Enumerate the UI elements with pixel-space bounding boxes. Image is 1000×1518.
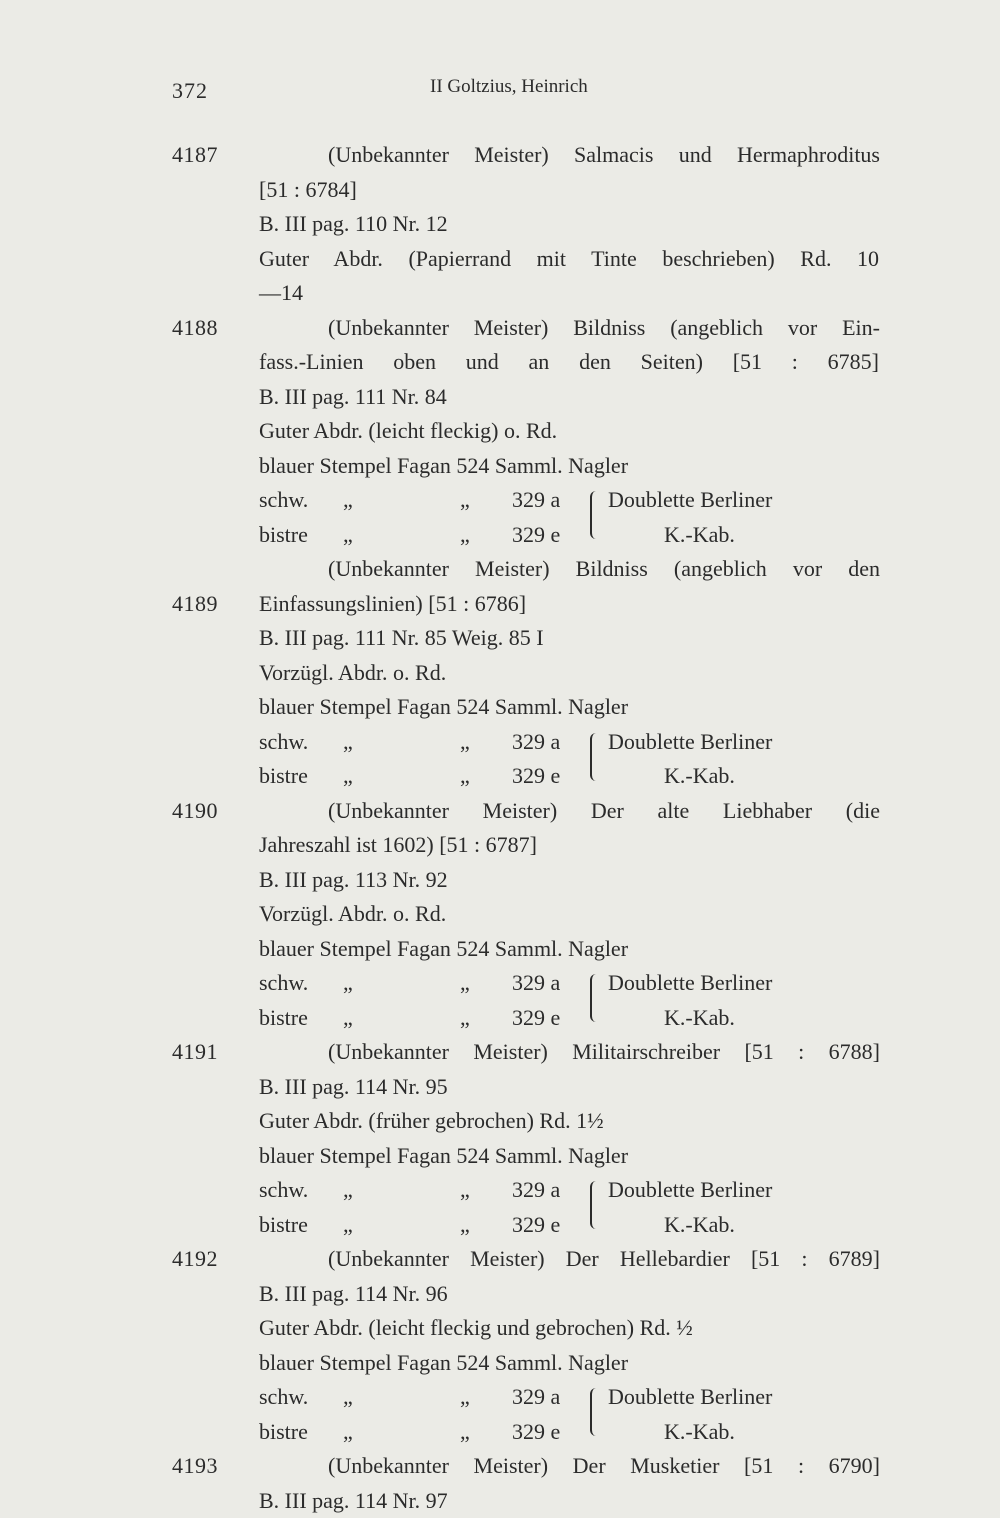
stamp-note: Doublette Berliner — [608, 1173, 772, 1208]
stamp-line: blauer Stempel Fagan 524 Samml. Nagler — [259, 449, 628, 484]
entry-line: [51 : 6784] — [259, 173, 357, 208]
entry-number: 4192 — [172, 1242, 218, 1277]
stamp-block — [0, 966, 1000, 1035]
entry-title-line: (Unbekannter Meister) Der Hellebardier [51 : 6789] — [328, 1242, 880, 1277]
catalog-entry — [0, 1035, 1000, 1242]
ditto-mark: „ — [460, 483, 470, 518]
ditto-mark: „ — [343, 483, 353, 518]
entry-line: Guter Abdr. (Papierrand mit Tinte beschrieben) Rd. 10 — [259, 242, 879, 277]
brace — [590, 733, 598, 781]
ditto-mark: „ — [460, 1380, 470, 1415]
entry-line: Guter Abdr. (früher gebrochen) Rd. 1½ — [259, 1104, 604, 1139]
stamp-note: K.-Kab. — [664, 1001, 735, 1036]
stamp-label: bistre — [259, 518, 308, 553]
entry-number: 4188 — [172, 311, 218, 346]
stamp-label: schw. — [259, 725, 308, 760]
stamp-number: 329 a — [512, 966, 560, 1001]
entry-line: Vorzügl. Abdr. o. Rd. — [259, 656, 446, 691]
stamp-note: Doublette Berliner — [608, 483, 772, 518]
stamp-note: Doublette Berliner — [608, 725, 772, 760]
stamp-number: 329 a — [512, 483, 560, 518]
ditto-mark: „ — [460, 966, 470, 1001]
stamp-number: 329 a — [512, 1173, 560, 1208]
stamp-number: 329 e — [512, 1001, 560, 1036]
ditto-mark: „ — [460, 759, 470, 794]
ditto-mark: „ — [460, 518, 470, 553]
stamp-label: schw. — [259, 1173, 308, 1208]
entry-title-line: (Unbekannter Meister) Militairschreiber [51 : 6788] — [328, 1035, 880, 1070]
entry-line: B. III pag. 110 Nr. 12 — [259, 207, 448, 242]
entry-title-line: (Unbekannter Meister) Der Musketier [51 : 6790] — [328, 1449, 880, 1484]
brace — [590, 1181, 598, 1229]
ditto-mark: „ — [343, 1001, 353, 1036]
entry-line: B. III pag. 111 Nr. 85 Weig. 85 I — [259, 621, 544, 656]
catalog-entry — [0, 1242, 1000, 1449]
entry-line: Guter Abdr. (leicht fleckig) o. Rd. — [259, 414, 557, 449]
stamp-block — [0, 1380, 1000, 1449]
catalog-body — [0, 138, 1000, 1518]
entry-line: —14 — [259, 276, 303, 311]
ditto-mark: „ — [343, 518, 353, 553]
entry-line: B. III pag. 114 Nr. 95 — [259, 1070, 448, 1105]
entry-line: B. III pag. 114 Nr. 96 — [259, 1277, 448, 1312]
catalog-entry — [0, 794, 1000, 1036]
ditto-mark: „ — [460, 1415, 470, 1450]
stamp-number: 329 a — [512, 1380, 560, 1415]
stamp-note: K.-Kab. — [664, 1415, 735, 1450]
ditto-mark: „ — [343, 1208, 353, 1243]
entry-title-line: (Unbekannter Meister) Der alte Liebhaber (die — [328, 794, 880, 829]
entry-line: B. III pag. 114 Nr. 97 — [259, 1484, 448, 1518]
stamp-label: bistre — [259, 1001, 308, 1036]
catalog-entry — [0, 1449, 1000, 1518]
ditto-mark: „ — [460, 725, 470, 760]
page-number: 372 — [172, 78, 208, 104]
page-header — [0, 74, 1000, 104]
stamp-line: blauer Stempel Fagan 524 Samml. Nagler — [259, 932, 628, 967]
stamp-number: 329 a — [512, 725, 560, 760]
brace — [590, 974, 598, 1022]
entry-number: 4187 — [172, 138, 218, 173]
entry-line: Vorzügl. Abdr. o. Rd. — [259, 897, 446, 932]
stamp-block — [0, 1173, 1000, 1242]
ditto-mark: „ — [460, 1001, 470, 1036]
stamp-line: blauer Stempel Fagan 524 Samml. Nagler — [259, 1139, 628, 1174]
brace — [590, 1388, 598, 1436]
stamp-note: K.-Kab. — [664, 1208, 735, 1243]
entry-title-line: (Unbekannter Meister) Bildniss (angeblich vor den — [328, 552, 880, 587]
entry-line: Jahreszahl ist 1602) [51 : 6787] — [259, 828, 537, 863]
stamp-label: bistre — [259, 759, 308, 794]
stamp-number: 329 e — [512, 518, 560, 553]
ditto-mark: „ — [343, 1173, 353, 1208]
running-title: II Goltzius, Heinrich — [430, 76, 588, 98]
stamp-note: K.-Kab. — [664, 518, 735, 553]
entry-line: B. III pag. 113 Nr. 92 — [259, 863, 448, 898]
ditto-mark: „ — [460, 1208, 470, 1243]
entry-line: Einfassungslinien) [51 : 6786] — [259, 587, 526, 622]
stamp-note: K.-Kab. — [664, 759, 735, 794]
entry-line: Guter Abdr. (leicht fleckig und gebrochen) Rd. ½ — [259, 1311, 693, 1346]
stamp-block — [0, 483, 1000, 552]
ditto-mark: „ — [343, 725, 353, 760]
ditto-mark: „ — [343, 759, 353, 794]
ditto-mark: „ — [343, 1415, 353, 1450]
stamp-line: blauer Stempel Fagan 524 Samml. Nagler — [259, 1346, 628, 1381]
ditto-mark: „ — [460, 1173, 470, 1208]
stamp-label: schw. — [259, 1380, 308, 1415]
stamp-label: bistre — [259, 1208, 308, 1243]
stamp-number: 329 e — [512, 759, 560, 794]
ditto-mark: „ — [343, 966, 353, 1001]
entry-title-line: (Unbekannter Meister) Salmacis und Hermaphroditus — [328, 138, 880, 173]
stamp-note: Doublette Berliner — [608, 966, 772, 1001]
stamp-number: 329 e — [512, 1208, 560, 1243]
entry-line: B. III pag. 111 Nr. 84 — [259, 380, 447, 415]
stamp-note: Doublette Berliner — [608, 1380, 772, 1415]
stamp-block — [0, 725, 1000, 794]
stamp-number: 329 e — [512, 1415, 560, 1450]
entry-number: 4190 — [172, 794, 218, 829]
stamp-label: schw. — [259, 483, 308, 518]
catalog-entry — [0, 138, 1000, 311]
catalog-entry — [0, 552, 1000, 794]
stamp-label: bistre — [259, 1415, 308, 1450]
entry-number: 4189 — [172, 587, 218, 622]
entry-number: 4193 — [172, 1449, 218, 1484]
stamp-label: schw. — [259, 966, 308, 1001]
entry-title-line: (Unbekannter Meister) Bildniss (angeblich vor Ein- — [328, 311, 880, 346]
stamp-line: blauer Stempel Fagan 524 Samml. Nagler — [259, 690, 628, 725]
catalog-entry — [0, 311, 1000, 553]
brace — [590, 491, 598, 539]
ditto-mark: „ — [343, 1380, 353, 1415]
entry-line: fass.-Linien oben und an den Seiten) [51 : 6785] — [259, 345, 879, 380]
entry-number: 4191 — [172, 1035, 218, 1070]
